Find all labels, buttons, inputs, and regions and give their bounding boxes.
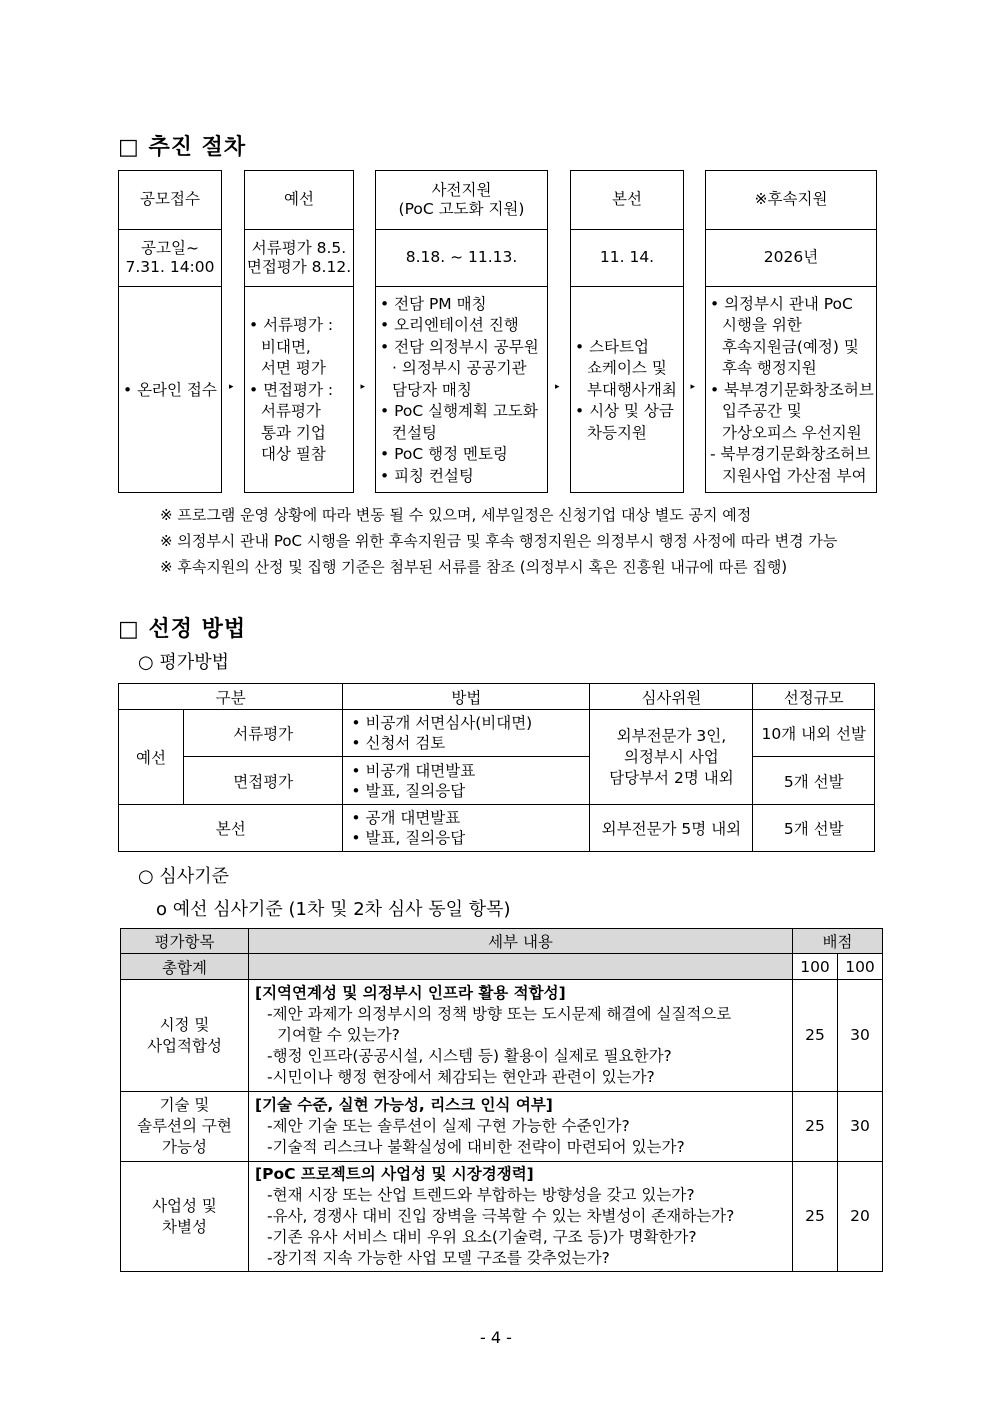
- criteria-total-score-2: 100: [838, 954, 883, 980]
- criteria-table: [120, 928, 883, 1272]
- method-scale-final: 5개 선발: [753, 805, 875, 852]
- stage-date-final: 11. 14.: [571, 229, 683, 286]
- criteria-total-score-1: 100: [793, 954, 838, 980]
- stage-item: • 전담 의정부시 공무원 · 의정부시 공공기관 담당자 매칭: [380, 337, 539, 399]
- criteria-row: [121, 1162, 883, 1272]
- criteria-header-detail: 세부 내용: [249, 929, 793, 954]
- flow-arrow: ▸: [555, 382, 560, 392]
- stage-item: • 피칭 컨설팅: [380, 466, 474, 485]
- criteria-total-label: 총합계: [121, 954, 249, 980]
- stage-name-presupport: 사전지원 (PoC 고도화 지원): [398, 180, 525, 218]
- method-methods-document: • 비공개 서면심사(비대면) • 신청서 검토: [343, 710, 590, 757]
- criteria-detail-line: -기존 유사 서비스 대비 우위 요소(기술력, 구조 등)가 명확한가?: [267, 1228, 697, 1246]
- stage-items-prelim: [249, 315, 333, 466]
- stage-item: • 시상 및 상금 차등지원: [575, 402, 674, 442]
- criteria-detail-line: -장기적 지속 가능한 사업 모델 구조를 갖추었는가?: [267, 1249, 610, 1267]
- stage-item: • PoC 실행계획 고도화 컨설팅: [380, 402, 538, 442]
- criteria-detail: [249, 980, 793, 1092]
- stage-box-prelim: [244, 170, 354, 493]
- method-header-method: 방법: [343, 684, 590, 710]
- criteria-row: [121, 1092, 883, 1162]
- flow-arrow: ▸: [229, 382, 234, 392]
- method-methods-interview: • 비공개 대면발표 • 발표, 질의응답: [343, 757, 590, 805]
- method-group-prelim: 예선: [119, 710, 184, 805]
- method-scale-document: 10개 내외 선발: [753, 710, 875, 757]
- stage-date-presupport: 8.18. ~ 11.13.: [376, 229, 547, 286]
- stage-name-intake: 공모접수: [140, 190, 200, 209]
- method-judges-final: 외부전문가 5명 내외: [590, 805, 753, 852]
- criteria-detail-heading: [기술 수준, 실현 가능성, 리스크 인식 여부]: [255, 1096, 553, 1114]
- method-methods-final: • 공개 대면발표 • 발표, 질의응답: [343, 805, 590, 852]
- stage-box-followup: [705, 170, 877, 493]
- stage-item: • 온라인 접수: [123, 380, 217, 399]
- criteria-detail-heading: [PoC 프로젝트의 사업성 및 시장경쟁력]: [255, 1165, 534, 1183]
- criteria-score-1: 25: [793, 1092, 838, 1162]
- criteria-item: 시정 및 사업적합성: [121, 980, 249, 1092]
- stage-item: • 스타트업 쇼케이스 및 부대행사개최: [575, 337, 677, 399]
- stage-items-followup: [710, 294, 874, 488]
- criteria-detail-line: -기술적 리스크나 불확실성에 대비한 전략이 마련되어 있는가?: [267, 1138, 685, 1156]
- stage-item: • 서류평가 : 비대면, 서면 평가: [249, 316, 334, 378]
- flow-arrow: ▸: [360, 382, 366, 392]
- method-header-scale: 선정규모: [753, 684, 875, 710]
- method-type-final: 본선: [119, 805, 343, 852]
- stage-item: • 오리엔테이션 진행: [380, 316, 519, 335]
- method-table: [118, 683, 875, 852]
- stage-date-intake: 공고일~ 7.31. 14:00: [119, 229, 221, 286]
- criteria-detail: [249, 1092, 793, 1162]
- criteria-score-2: 20: [838, 1162, 883, 1272]
- criteria-detail-line: -시민이나 행정 현장에서 체감되는 현안과 관련이 있는가?: [267, 1068, 655, 1086]
- criteria-score-1: 25: [793, 980, 838, 1092]
- section-title-procedure: □ 추진 절차: [118, 135, 247, 160]
- criteria-detail-line: -제안 과제가 의정부시의 정책 방향 또는 도시문제 해결에 실질적으로 기여할 수 있는가?: [267, 1005, 732, 1044]
- stage-date-prelim: 서류평가 8.5. 면접평가 8.12.: [245, 229, 353, 286]
- criteria-total-detail: [249, 954, 793, 980]
- flow-arrow: ▸: [690, 382, 696, 392]
- stage-items-presupport: [380, 294, 539, 488]
- stage-item: • 북부경기문화창조허브 입주공간 및 가상오피스 우선지원: [710, 380, 874, 442]
- stage-box-presupport: [375, 170, 548, 493]
- section-title-selection: □ 선정 방법: [118, 617, 247, 642]
- criteria-score-2: 30: [838, 980, 883, 1092]
- note-3: ※ 후속지원의 산정 및 집행 기준은 첨부된 서류를 참조 (의정부시 혹은 진흥원 내규에 따른 집행): [160, 558, 788, 576]
- criteria-rows: [121, 980, 883, 1272]
- page-number: - 4 -: [480, 1328, 512, 1347]
- criteria-detail-line: -제안 기술 또는 솔루션이 실제 구현 가능한 수준인가?: [267, 1117, 630, 1135]
- stage-items-intake: [123, 380, 217, 402]
- method-type-interview: 면접평가: [184, 757, 343, 805]
- note-2: ※ 의정부시 관내 PoC 시행을 위한 후속지원금 및 후속 행정지원은 의정부시 행정 사정에 따라 변경 가능: [160, 532, 838, 550]
- criteria-detail-heading: [지역연계성 및 의정부시 인프라 활용 적합성]: [255, 984, 566, 1002]
- criteria-header-score: 배점: [793, 929, 883, 954]
- stage-item: • PoC 행정 멘토링: [380, 445, 508, 464]
- criteria-item: 사업성 및 차별성: [121, 1162, 249, 1272]
- stage-name-followup: ※후속지원: [754, 190, 828, 209]
- method-scale-interview: 5개 선발: [753, 757, 875, 805]
- method-header-judges: 심사위원: [590, 684, 753, 710]
- criteria-detail-line: -현재 시장 또는 산업 트렌드와 부합하는 방향성을 갖고 있는가?: [267, 1186, 695, 1204]
- stage-item: • 전담 PM 매칭: [380, 294, 487, 313]
- stage-item: - 북부경기문화창조허브 지원사업 가산점 부여: [710, 445, 871, 485]
- procedure-notes: [160, 502, 837, 580]
- stage-box-intake: [118, 170, 222, 493]
- stage-item: • 면접평가 : 서류평가 통과 기업 대상 필참: [249, 380, 334, 464]
- criteria-detail: [249, 1162, 793, 1272]
- criteria-header-item: 평가항목: [121, 929, 249, 954]
- criteria-item: 기술 및 솔루션의 구현 가능성: [121, 1092, 249, 1162]
- note-1: ※ 프로그램 운영 상황에 따라 변동 될 수 있으며, 세부일정은 신청기업 대상 별도 공지 예정: [160, 506, 752, 524]
- criteria-row: [121, 980, 883, 1092]
- method-header-category: 구분: [119, 684, 343, 710]
- criteria-subtitle: ○ 심사기준: [138, 866, 229, 887]
- method-type-document: 서류평가: [184, 710, 343, 757]
- stage-item: • 의정부시 관내 PoC 시행을 위한 후속지원금(예정) 및 후속 행정지원: [710, 294, 859, 378]
- stage-date-followup: 2026년: [706, 229, 876, 286]
- stage-name-prelim: 예선: [284, 190, 314, 209]
- criteria-subheading: o 예선 심사기준 (1차 및 2차 심사 동일 항목): [156, 899, 511, 920]
- criteria-detail-line: -유사, 경쟁사 대비 진입 장벽을 극복할 수 있는 차별성이 존재하는가?: [267, 1207, 735, 1225]
- method-judges-prelim: 외부전문가 3인, 의정부시 사업 담당부서 2명 내외: [590, 710, 753, 805]
- criteria-score-1: 25: [793, 1162, 838, 1272]
- criteria-detail-line: -행정 인프라(공공시설, 시스템 등) 활용이 실제로 필요한가?: [267, 1047, 672, 1065]
- stage-box-final: [570, 170, 684, 493]
- stage-name-final: 본선: [612, 190, 642, 209]
- criteria-score-2: 30: [838, 1092, 883, 1162]
- stage-items-final: [575, 337, 677, 445]
- method-subtitle: ○ 평가방법: [138, 652, 229, 673]
